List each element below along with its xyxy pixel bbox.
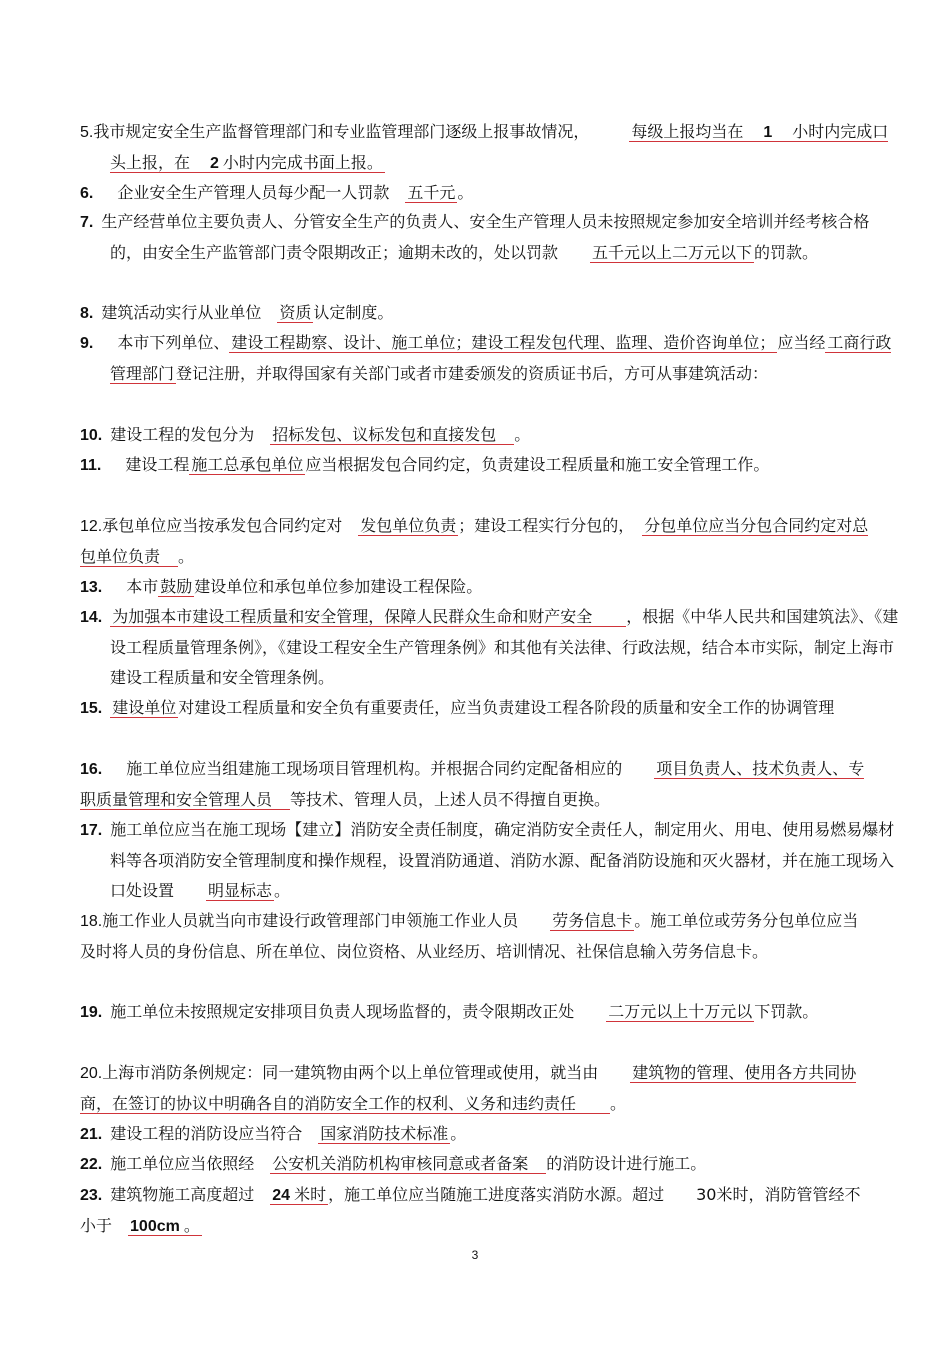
question-11 [80, 450, 900, 481]
answer-text: 每级上报均当在 [631, 122, 760, 141]
question-text: ，施工单位应当随施工进度落实消防水源。超过 30米时，消防管管经不小于 [80, 1185, 861, 1235]
question-number: 13. [80, 579, 103, 596]
question-text: 的消防设计进行施工。 [546, 1154, 707, 1173]
question-number: 7. [80, 214, 94, 231]
question-text: 承包单位应当按承发包合同约定对 [102, 516, 359, 535]
question-text: 施工作业人员就当向市建设行政管理部门申领施工作业人员 [102, 911, 551, 930]
question-15 [80, 693, 900, 724]
question-number: 10. [80, 427, 103, 444]
question-23 [80, 1180, 870, 1242]
question-number: 17. [80, 822, 103, 839]
answer-text: 劳务信息卡 [552, 911, 633, 930]
answer-text: 。 [183, 1216, 200, 1235]
answer-text: 招标发包、议标发包和直接发包 [272, 425, 513, 444]
question-text: 建筑活动实行从业单位 [101, 303, 278, 322]
question-17 [80, 815, 900, 906]
answer-text: 资质 [279, 303, 312, 322]
question-number: 20. [80, 1065, 103, 1082]
question-16 [80, 754, 870, 815]
question-12 [80, 511, 870, 572]
question-number: 15. [80, 700, 103, 717]
answer-text: 鼓励 [160, 577, 193, 596]
question-text: 下罚款。 [754, 1002, 819, 1021]
question-number: 6. [80, 185, 94, 202]
question-text: 施工单位应当依照经 [110, 1154, 271, 1173]
question-text: 认定制度。 [313, 303, 394, 322]
answer-text: 项目负责人、技术负责人、专职质量管理和安全管理人员 [80, 759, 865, 809]
question-number: 14. [80, 609, 103, 626]
question-10 [80, 420, 870, 451]
answer-text: 建设单位 [112, 698, 177, 717]
question-text: 施工单位应当组建施工现场项目管理机构。并根据合同约定配备相应的 [110, 759, 655, 778]
question-text: 。 [274, 881, 291, 900]
question-number: 18. [80, 913, 103, 930]
question-text: 。 [178, 547, 195, 566]
question-5 [80, 117, 900, 179]
question-number: 9. [80, 335, 94, 352]
question-number: 8. [80, 305, 94, 322]
question-text: 登记注册，并取得国家有关部门或者市建委颁发的资质证书后，方可从事建筑活动： [176, 364, 769, 383]
question-text: ，根据《中华人民共和国建筑法》、《建设工程质量管理条例》，《建设工程安全生产管理条例》和其他有关法律、行政法规，结合本市实际，制定上海市建设工程质量和安全管理条例。 [110, 607, 899, 687]
answer-text: 五千元 [407, 183, 456, 202]
question-number: 16. [80, 761, 103, 778]
question-number: 19. [80, 1004, 103, 1021]
question-number: 12. [80, 518, 103, 535]
question-text: 。 [514, 425, 531, 444]
answer-text: 二万元以上十万元以 [608, 1002, 753, 1021]
question-text: 建设单位和承包单位参加建设工程保险。 [194, 577, 483, 596]
question-text: 。施工单位或劳务分包单位应当及时将人员的身份信息、所在单位、岗位资格、从业经历、培训情况、社保信息输入劳务信息卡。 [80, 911, 859, 961]
answer-text: 五千元以上二万元以下 [592, 243, 753, 262]
question-text: 我市规定安全生产监督管理部门和专业监管理部门逐级上报事故情况， [93, 122, 630, 141]
answer-text: 1 [763, 124, 773, 141]
question-text: 建设工程 [109, 455, 190, 474]
question-21 [80, 1119, 870, 1150]
question-text: 建筑物施工高度超过 [110, 1185, 271, 1204]
question-text: 施工单位应当在施工现场【建立】消防安全责任制度，确定消防安全责任人，制定用火、用电、使用易燃易爆材料等各项消防安全管理制度和操作规程，设置消防通道、消防水源、配备消防设施和灭火器材，并在施工现场入口处设置 [110, 820, 895, 900]
question-18 [80, 906, 870, 967]
page-number: 3 [471, 1248, 479, 1262]
answer-text: 为加强本市建设工程质量和安全管理，保障人民群众生命和财产安全 [112, 607, 625, 626]
answer-text: 施工总承包单位 [191, 455, 304, 474]
question-text: 的罚款。 [754, 243, 819, 262]
question-number: 5. [80, 124, 94, 141]
answer-text: 国家消防技术标准 [320, 1124, 449, 1143]
question-text: 生产经营单位主要负责人、分管安全生产的负责人、安全生产管理人员未按照规定参加安全培训并经考核合格的，由安全生产监管部门责令限期改正；逾期未改的，处以罚款 [101, 212, 870, 262]
question-6 [80, 178, 870, 209]
answer-text: 2 [210, 155, 219, 172]
answer-text: 建设工程勘察、设计、施工单位；建设工程发包代理、监理、造价咨询单位； [231, 333, 776, 352]
answer-text: 建筑物的管理、使用各方共同协商，在签订的协议中明确各自的消防安全工作的权利、义务和违约责任 [80, 1063, 857, 1113]
question-number: 23. [80, 1187, 103, 1204]
answer-text: 小时内完成书面上报。 [222, 153, 383, 172]
question-text: 本市下列单位、 [101, 333, 230, 352]
question-8 [80, 298, 870, 329]
question-19 [80, 997, 900, 1028]
question-13 [80, 572, 870, 603]
question-text: 建设工程的消防设应当符合 [110, 1124, 319, 1143]
answer-text: 米时 [294, 1185, 327, 1204]
question-text: 等技术、管理人员，上述人员不得擅自更换。 [290, 790, 611, 809]
question-text: 应当经 [777, 333, 826, 352]
question-number: 21. [80, 1126, 103, 1143]
answer-text: 公安机关消防机构审核同意或者备案 [272, 1154, 545, 1173]
question-20 [80, 1058, 870, 1119]
answer-text: 工商行政管理部门 [110, 333, 892, 383]
answer-text: 发包单位负责 [360, 516, 457, 535]
question-text: 。 [457, 183, 474, 202]
question-number: 11. [80, 457, 102, 474]
question-text: ；建设工程实行分包的， [458, 516, 643, 535]
question-7 [80, 207, 900, 268]
question-text: 施工单位未按照规定安排项目负责人现场监督的，责令限期改正处 [110, 1002, 607, 1021]
question-text: 对建设工程质量和安全负有重要责任，应当负责建设工程各阶段的质量和安全工作的协调管理 [178, 698, 835, 717]
answer-text: 小时内完成口头上报，在 [110, 122, 889, 172]
answer-text: 分包单位应当分包合同约定对总包单位负责 [80, 516, 869, 566]
question-22 [80, 1149, 870, 1180]
question-9 [80, 328, 900, 389]
answer-text: 24 [272, 1187, 291, 1204]
question-text: 上海市消防条例规定：同一建筑物由两个以上单位管理或使用，就当由 [102, 1063, 631, 1082]
answer-text: 明显标志 [208, 881, 273, 900]
question-text: 本市 [110, 577, 159, 596]
question-text: 建设工程的发包分为 [110, 425, 271, 444]
question-text: 。 [450, 1124, 467, 1143]
answer-text: 100cm [130, 1218, 180, 1235]
question-text: 企业安全生产管理人员每少配一人罚款 [101, 183, 406, 202]
question-text: 应当根据发包合同约定，负责建设工程质量和施工安全管理工作。 [305, 455, 770, 474]
question-text: 。 [610, 1094, 627, 1113]
question-number: 22. [80, 1156, 103, 1173]
question-14 [80, 602, 900, 693]
